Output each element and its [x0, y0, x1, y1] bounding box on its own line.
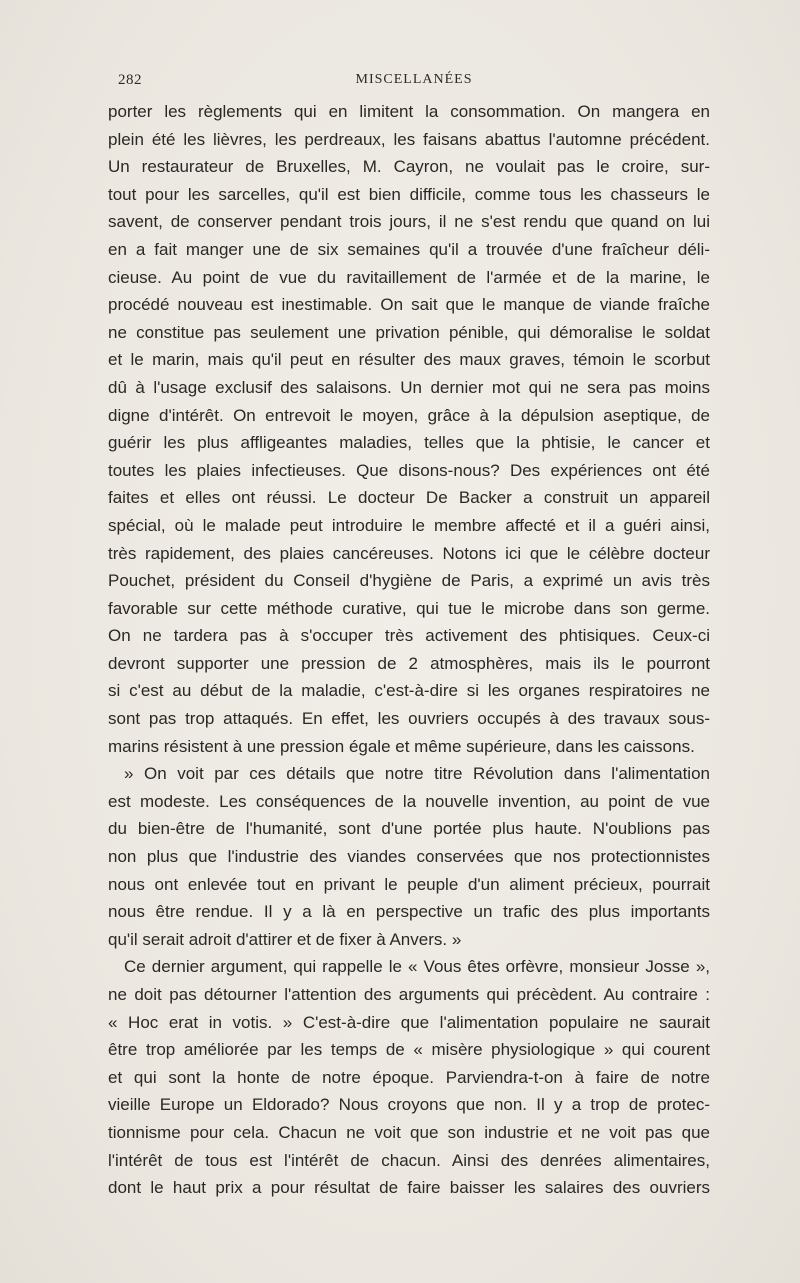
text-line: qu'il serait adroit d'attirer et de fixer à Anvers. »	[108, 929, 462, 949]
text-line: Pouchet, président du Conseil d'hygiène de Paris, a exprimé un avis très	[108, 571, 710, 591]
text-line: l'intérêt de tous est l'intérêt de chacun. Ainsi des denrées alimentaires,	[108, 1150, 710, 1170]
text-line: plein été les lièvres, les perdreaux, les faisans abattus l'automne précédent.	[108, 129, 710, 149]
text-line: faites et elles ont réussi. Le docteur De Backer a construit un appareil	[108, 488, 710, 508]
text-line: est modeste. Les conséquences de la nouvelle invention, au point de vue	[108, 791, 710, 811]
text-line: favorable sur cette méthode curative, qui tue le microbe dans son germe.	[108, 598, 710, 618]
text-line: très rapidement, des plaies cancéreuses. Notons ici que le célèbre docteur	[108, 543, 710, 563]
text-line: « Hoc erat in votis. » C'est-à-dire que l'alimentation populaire ne saurait	[108, 1012, 710, 1032]
text-line: procédé nouveau est inestimable. On sait que le manque de viande fraîche	[108, 295, 710, 315]
text-line: cieuse. Au point de vue du ravitaillement de l'armée et de la marine, le	[108, 267, 710, 287]
text-line: tout pour les sarcelles, qu'il est bien difficile, comme tous les chasseurs le	[108, 184, 710, 204]
text-line: sont pas trop attaqués. En effet, les ouvriers occupés à des travaux sous-	[108, 709, 710, 729]
text-line: et le marin, mais qu'il peut en résulter des maux graves, témoin le scorbut	[108, 350, 710, 370]
running-head: MISCELLANÉES	[355, 72, 473, 87]
text-line: On ne tardera pas à s'occuper très activement des phtisiques. Ceux-ci	[108, 626, 710, 646]
text-line: marins résistent à une pression égale et même supérieure, dans les caissons.	[108, 736, 695, 756]
text-line: dont le haut prix a pour résultat de faire baisser les salaires des ouvriers	[108, 1178, 710, 1198]
text-line: » On voit par ces détails que notre titre Révolution dans l'alimentation	[124, 764, 710, 784]
text-line: digne d'intérêt. On entrevoit le moyen, grâce à la dépulsion aseptique, de	[108, 405, 710, 425]
text-line: Ce dernier argument, qui rappelle le « Vous êtes orfèvre, monsieur Josse »,	[124, 957, 710, 977]
text-line: tionnisme pour cela. Chacun ne voit que son industrie et ne voit pas que	[108, 1122, 710, 1142]
text-line: ne constitue pas seulement une privation pénible, qui démoralise le soldat	[108, 322, 710, 342]
text-line: dû à l'usage exclusif des salaisons. Un dernier mot qui ne sera pas moins	[108, 377, 710, 397]
text-line: du bien-être de l'humanité, sont d'une portée plus haute. N'oublions pas	[108, 819, 710, 839]
text-line: vieille Europe un Eldorado? Nous croyons que non. Il y a trop de protec-	[108, 1095, 710, 1115]
text-line: spécial, où le malade peut introduire le membre affecté et il a guéri ainsi,	[108, 515, 710, 535]
page-header	[118, 72, 710, 96]
text-line: en a fait manger une de six semaines qu'il a trouvée d'une fraîcheur déli-	[108, 239, 710, 259]
text-line: si c'est au début de la maladie, c'est-à-dire si les organes respiratoires ne	[108, 681, 710, 701]
text-line: être trop améliorée par les temps de « misère physiologique » qui courent	[108, 1040, 710, 1060]
text-line: non plus que l'industrie des viandes conservées que nos protectionnistes	[108, 847, 710, 867]
text-line: porter les règlements qui en limitent la consommation. On mangera en	[108, 102, 710, 121]
text-line: et qui sont la honte de notre époque. Parviendra-t-on à faire de notre	[108, 1067, 710, 1087]
text-line: Un restaurateur de Bruxelles, M. Cayron, ne voulait pas le croire, sur-	[108, 157, 710, 177]
text-line: guérir les plus affligeantes maladies, telles que la phtisie, le cancer et	[108, 433, 710, 453]
page-number: 282	[118, 72, 142, 88]
body-text	[108, 98, 710, 1202]
text-line: nous être rendue. Il y a là en perspective un trafic des plus importants	[108, 902, 710, 922]
text-line: toutes les plaies infectieuses. Que disons-nous? Des expériences ont été	[108, 460, 710, 480]
text-line: savent, de conserver pendant trois jours, il ne s'est rendu que quand on lui	[108, 212, 710, 232]
text-line: devront supporter une pression de 2 atmosphères, mais ils le pourront	[108, 653, 710, 673]
text-line: ne doit pas détourner l'attention des arguments qui précèdent. Au contraire :	[108, 985, 710, 1004]
text-line: nous ont enlevée tout en privant le peuple d'un aliment précieux, pourrait	[108, 874, 710, 894]
